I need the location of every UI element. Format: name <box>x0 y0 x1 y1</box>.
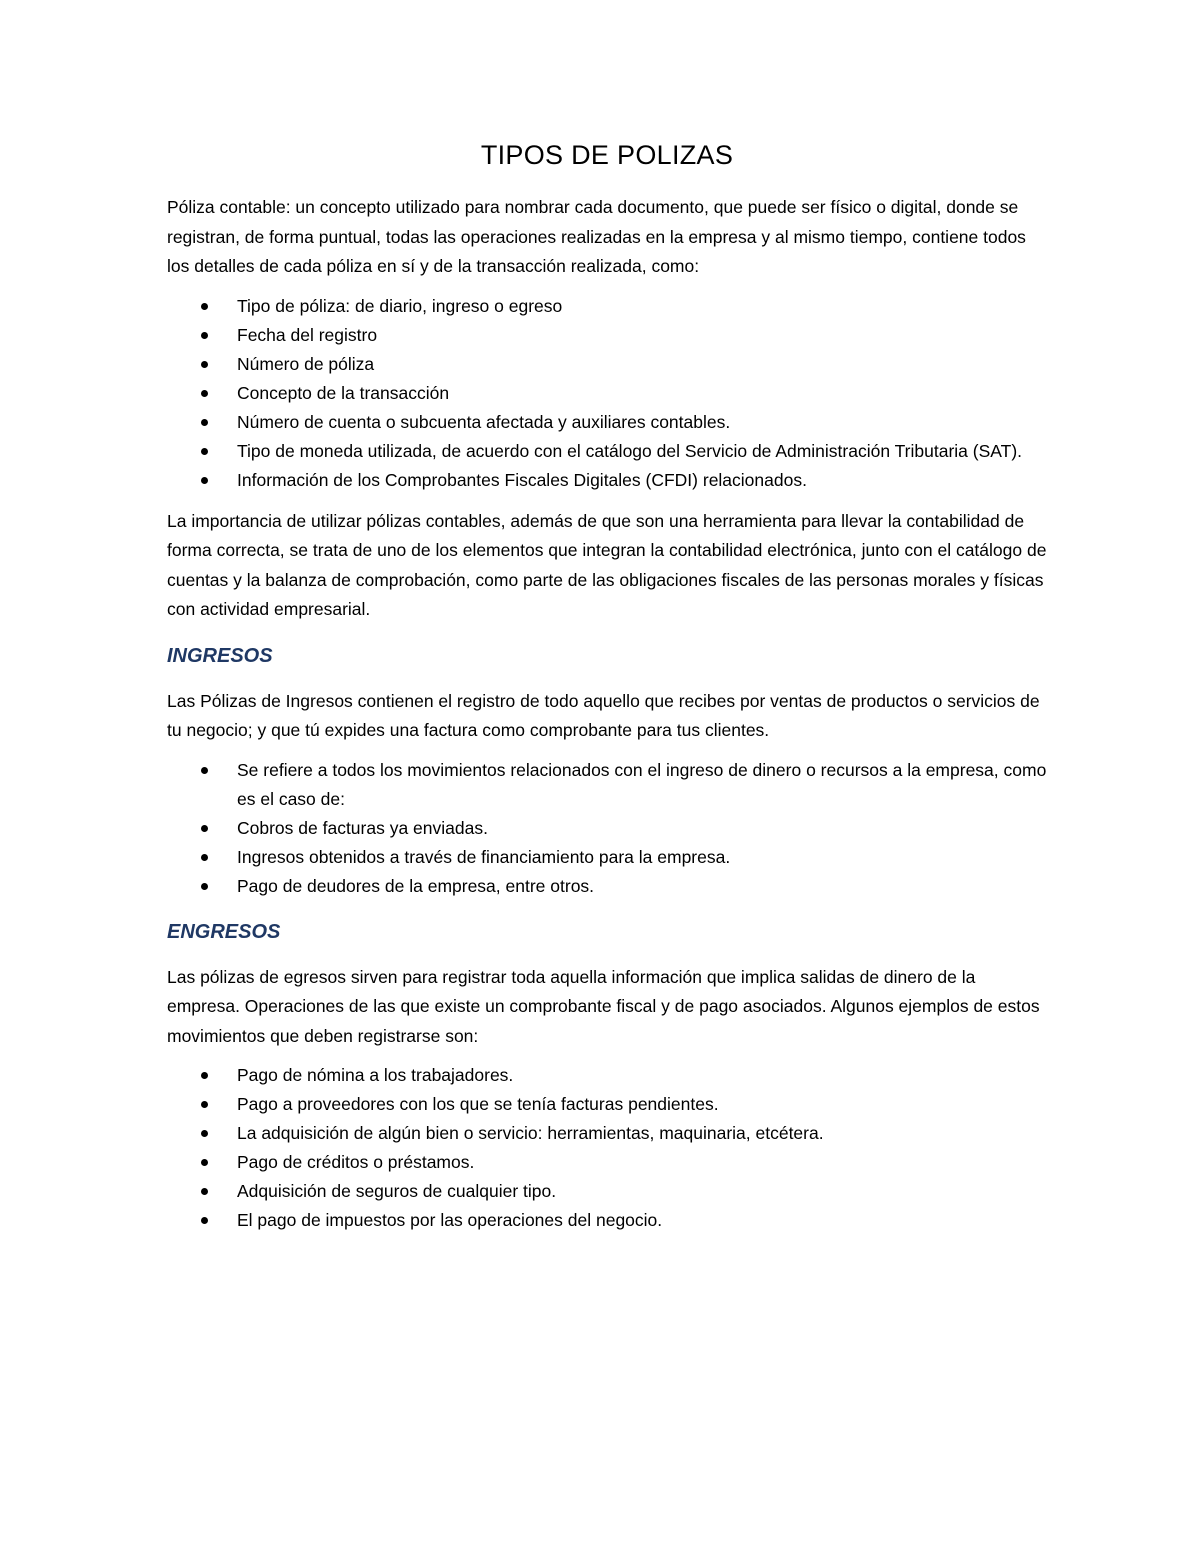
egresos-paragraph: Las pólizas de egresos sirven para registrar toda aquella información que implica salidas de dinero de la empresa. Operaciones de las que existe un comprobante fiscal y de pago asociados. Algunos ejemplos de estos movimientos que deben registrarse son: <box>167 966 1040 1046</box>
bullet-icon <box>201 1130 208 1137</box>
list-item-text: Información de los Comprobantes Fiscales Digitales (CFDI) relacionados. <box>237 469 807 490</box>
list-item-text: Adquisición de seguros de cualquier tipo. <box>237 1181 557 1201</box>
list-item-text: Cobros de facturas ya enviadas. <box>237 817 488 838</box>
list-item-text: Fecha del registro <box>237 324 378 345</box>
list-item-text: Tipo de póliza: de diario, ingreso o egreso <box>237 295 563 316</box>
document-page <box>167 140 1047 1247</box>
list-item-text: Pago a proveedores con los que se tenía facturas pendientes. <box>237 1094 719 1114</box>
list-item-text: Ingresos obtenidos a través de financiamiento para la empresa. <box>237 846 731 867</box>
bullet-icon <box>201 361 208 368</box>
list-item <box>167 1119 1047 1148</box>
bullet-icon <box>201 767 208 774</box>
list-item <box>167 843 1047 872</box>
importance-paragraph: La importancia de utilizar pólizas contables, además de que son una herramienta para llevar la contabilidad de forma correcta, se trata de uno de los elementos que integran la contabilidad electrónica, junto con el catálogo de cuentas y la balanza de comprobación, como parte de las obligaciones fiscales de las personas morales y físicas con actividad empresarial. <box>167 510 1047 619</box>
bullet-icon <box>201 1101 208 1108</box>
list-item-text: Pago de créditos o préstamos. <box>237 1152 475 1172</box>
bullet-icon <box>201 1188 208 1195</box>
list-item <box>167 814 1047 843</box>
list-item <box>167 872 1047 901</box>
bullet-icon <box>201 448 208 455</box>
list-item-text: Se refiere a todos los movimientos relacionados con el ingreso de dinero o recursos a la empresa, como es el caso de: <box>237 759 1047 809</box>
list-item <box>167 379 1047 408</box>
list-item <box>167 466 1047 495</box>
bullet-icon <box>201 1159 208 1166</box>
bullet-icon <box>201 332 208 339</box>
bullet-icon <box>201 1072 208 1079</box>
list-item-text: Número de póliza <box>237 353 375 374</box>
bullet-icon <box>201 477 208 484</box>
egresos-list <box>167 1061 1047 1235</box>
list-item <box>167 437 1047 466</box>
list-item-text: Número de cuenta o subcuenta afectada y auxiliares contables. <box>237 411 731 432</box>
list-item <box>167 1177 1047 1206</box>
egresos-heading: ENGRESOS <box>167 920 281 943</box>
intro-list <box>167 292 1047 495</box>
list-item <box>167 1206 1047 1235</box>
list-item-text: El pago de impuestos por las operaciones del negocio. <box>237 1210 663 1230</box>
ingresos-paragraph: Las Pólizas de Ingresos contienen el registro de todo aquello que recibes por ventas de productos o servicios de tu negocio; y que tú expides una factura como comprobante para tus clientes. <box>167 690 1040 740</box>
list-item <box>167 1090 1047 1119</box>
list-item-text: Pago de deudores de la empresa, entre otros. <box>237 875 595 896</box>
list-item-text: Pago de nómina a los trabajadores. <box>237 1065 514 1085</box>
list-item <box>167 292 1047 321</box>
bullet-icon <box>201 825 208 832</box>
document-title: TIPOS DE POLIZAS <box>480 140 734 170</box>
bullet-icon <box>201 854 208 861</box>
list-item <box>167 321 1047 350</box>
bullet-icon <box>201 883 208 890</box>
list-item <box>167 1148 1047 1177</box>
list-item <box>167 350 1047 379</box>
intro-paragraph: Póliza contable: un concepto utilizado para nombrar cada documento, que puede ser físico o digital, donde se registran, de forma puntual, todas las operaciones realizadas en la empresa y al mismo tiempo, contiene todos los detalles de cada póliza en sí y de la transacción realizada, como: <box>167 197 1026 276</box>
bullet-icon <box>201 419 208 426</box>
list-item-text: La adquisición de algún bien o servicio: herramientas, maquinaria, etcétera. <box>237 1123 824 1143</box>
list-item <box>167 756 1047 814</box>
bullet-icon <box>201 303 208 310</box>
ingresos-heading: INGRESOS <box>167 644 273 667</box>
list-item <box>167 1061 1047 1090</box>
list-item-text: Tipo de moneda utilizada, de acuerdo con el catálogo del Servicio de Administración Tributaria (SAT). <box>237 440 1023 461</box>
ingresos-list <box>167 756 1047 901</box>
bullet-icon <box>201 1217 208 1224</box>
list-item <box>167 408 1047 437</box>
bullet-icon <box>201 390 208 397</box>
list-item-text: Concepto de la transacción <box>237 382 450 403</box>
